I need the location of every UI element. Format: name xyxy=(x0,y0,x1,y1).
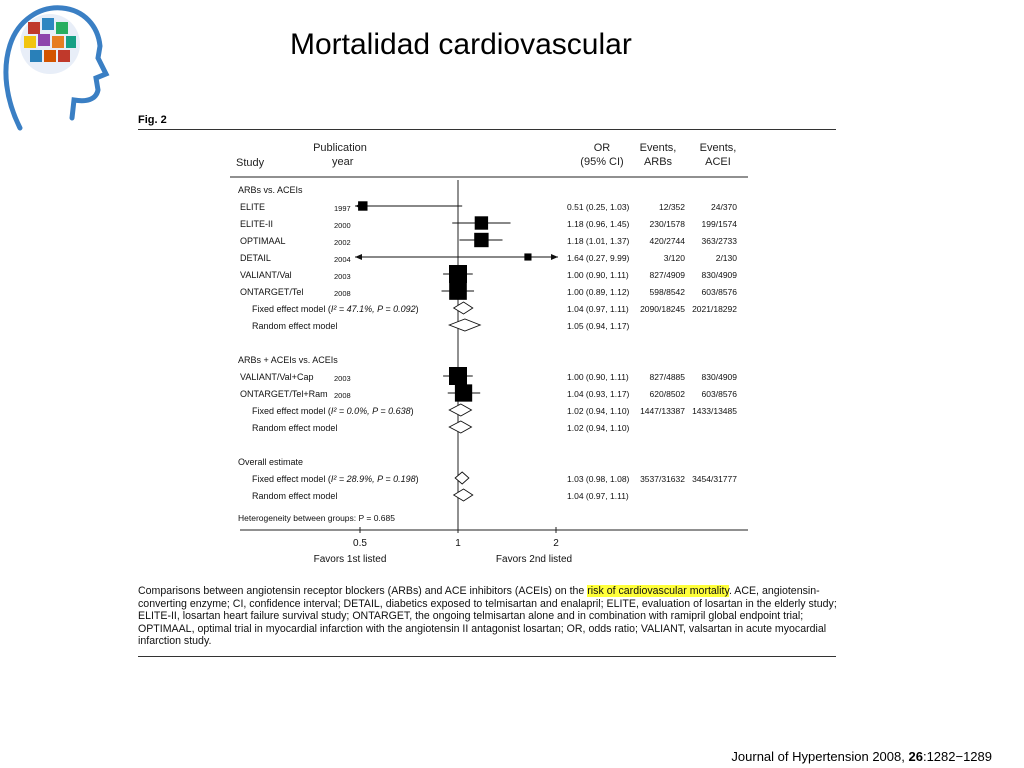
study-square xyxy=(524,253,531,260)
events-arbs: 420/2744 xyxy=(649,236,685,246)
pooled-label-main: Fixed effect model ( xyxy=(252,406,331,416)
col-header-events-acei-line1: Events, xyxy=(699,142,737,154)
events-acei: 2/130 xyxy=(715,253,737,263)
figure-caption xyxy=(138,585,838,648)
pooled-diamond xyxy=(449,404,471,416)
pooled-label-close: ) xyxy=(415,304,419,314)
events-arbs: 3537/31632 xyxy=(640,474,685,484)
pooled-label xyxy=(252,474,419,484)
study-label: ELITE xyxy=(240,202,266,212)
journal-year: 2008, xyxy=(868,749,909,764)
study-label: ELITE-II xyxy=(240,219,274,229)
events-acei: 603/8576 xyxy=(701,389,737,399)
col-header-study: Study xyxy=(236,157,265,169)
events-acei: 830/4909 xyxy=(701,372,737,382)
pooled-label xyxy=(252,406,414,416)
group-header: Overall estimate xyxy=(238,457,304,467)
pooled-label-main: Random effect model xyxy=(252,321,338,331)
events-arbs: 1447/13387 xyxy=(640,406,685,416)
caption-text-start: Comparisons between angiotensin receptor blockers (ARBs) and ACE inhibitors (ACEIs) on the xyxy=(138,585,588,597)
events-acei: 830/4909 xyxy=(701,270,737,280)
pooled-diamond xyxy=(449,421,471,433)
events-arbs: 230/1578 xyxy=(649,219,685,229)
events-acei: 1433/13485 xyxy=(692,406,737,416)
study-square xyxy=(449,265,467,283)
or-ci-value: 1.00 (0.89, 1.12) xyxy=(567,287,630,297)
events-acei: 363/2733 xyxy=(701,236,737,246)
or-ci-value: 1.00 (0.90, 1.11) xyxy=(567,270,629,280)
events-acei: 3454/31777 xyxy=(692,474,737,484)
pooled-label xyxy=(252,304,419,314)
study-label: VALIANT/Val+Cap xyxy=(240,372,314,382)
or-ci-value: 1.18 (0.96, 1.45) xyxy=(567,219,630,229)
x-label-right: Favors 2nd listed xyxy=(495,554,573,565)
pooled-label-stat: I² = 47.1%, P = 0.092 xyxy=(330,304,416,314)
or-ci-value: 1.64 (0.27, 9.99) xyxy=(567,253,630,263)
study-year: 2003 xyxy=(334,272,351,281)
pooled-label-main: Random effect model xyxy=(252,423,338,433)
study-year: 1997 xyxy=(334,204,351,213)
forest-plot xyxy=(230,130,790,575)
pooled-label-main: Fixed effect model ( xyxy=(252,474,331,484)
events-arbs: 598/8542 xyxy=(649,287,685,297)
study-square xyxy=(474,233,488,247)
journal-volume: 26 xyxy=(908,749,923,764)
journal-pages: :1282−1289 xyxy=(922,749,992,764)
or-ci-value: 1.04 (0.97, 1.11) xyxy=(567,304,629,314)
pooled-label xyxy=(252,423,337,433)
caption-highlight: risk of cardiovascular mortality xyxy=(587,585,729,597)
pooled-label xyxy=(252,321,337,331)
pooled-label-stat: I² = 28.9%, P = 0.198 xyxy=(330,474,416,484)
col-header-or-line2: (95% CI) xyxy=(580,156,624,168)
col-header-events-arbs-line1: Events, xyxy=(639,142,677,154)
or-ci-value: 1.04 (0.93, 1.17) xyxy=(567,389,630,399)
pooled-diamond xyxy=(454,302,473,314)
events-arbs: 12/352 xyxy=(659,202,685,212)
pooled-diamond xyxy=(449,319,480,331)
col-header-or-line1: OR xyxy=(593,142,611,154)
study-year: 2000 xyxy=(334,221,351,230)
or-ci-value: 0.51 (0.25, 1.03) xyxy=(567,202,630,212)
events-arbs: 620/8502 xyxy=(649,389,685,399)
study-square xyxy=(449,367,467,385)
pooled-label-close: ) xyxy=(415,474,419,484)
events-arbs: 3/120 xyxy=(663,253,685,263)
study-year: 2008 xyxy=(334,391,351,400)
group-header: ARBs vs. ACEIs xyxy=(238,185,303,195)
study-label: DETAIL xyxy=(240,253,271,263)
study-year: 2004 xyxy=(334,255,351,264)
study-square xyxy=(449,282,467,300)
pooled-diamond xyxy=(454,489,473,501)
pooled-label-main: Random effect model xyxy=(252,491,338,501)
study-label: ONTARGET/Tel xyxy=(240,287,304,297)
events-acei: 24/370 xyxy=(711,202,737,212)
pooled-label-stat: I² = 0.0%, P = 0.638 xyxy=(330,406,411,416)
col-header-pubyear-line1: Publication xyxy=(313,142,367,154)
or-ci-value: 1.03 (0.98, 1.08) xyxy=(567,474,630,484)
caption-text-end: . ACE, angiotensin-converting enzyme; CI, confidence interval; DETAIL, diabetics exposed to telmisartan and enalapril; ELITE, evaluation of losartan in the elderly study; ELITE-II, losartan heart failure survival study; ONTARGET, the ongoing telmisartan alone and in combination with ramipril global endpoint trial; OPTIMAAL, optimal trial in myocardial infarction with the angiotensin II antagonist losartan; OR, odds ratio; VALIANT, valsartan in acute myocardial infarction study. xyxy=(138,585,837,648)
col-header-events-acei-line2: ACEI xyxy=(705,156,731,168)
or-ci-value: 1.02 (0.94, 1.10) xyxy=(567,423,630,433)
pooled-label-close: ) xyxy=(410,406,414,416)
heterogeneity-text: Heterogeneity between groups: P = 0.685 xyxy=(238,513,395,523)
events-acei: 603/8576 xyxy=(701,287,737,297)
col-header-events-arbs-line2: ARBs xyxy=(643,156,673,168)
group-header: ARBs + ACEIs vs. ACEIs xyxy=(238,355,338,365)
pooled-label-main: Fixed effect model ( xyxy=(252,304,331,314)
study-square xyxy=(358,201,367,210)
journal-citation xyxy=(731,749,992,764)
or-ci-value: 1.05 (0.94, 1.17) xyxy=(567,321,630,331)
or-ci-value: 1.02 (0.94, 1.10) xyxy=(567,406,630,416)
study-label: ONTARGET/Tel+Ram xyxy=(240,389,328,399)
or-ci-value: 1.00 (0.90, 1.11) xyxy=(567,372,629,382)
x-tick-label: 0.5 xyxy=(353,538,367,549)
pooled-diamond xyxy=(455,472,469,484)
study-square xyxy=(455,384,472,401)
study-square xyxy=(475,216,488,229)
study-year: 2003 xyxy=(334,374,351,383)
events-arbs: 827/4885 xyxy=(649,372,685,382)
slide-title: Mortalidad cardiovascular xyxy=(290,28,632,61)
brain-head-logo xyxy=(0,0,110,135)
x-tick-label: 2 xyxy=(553,538,559,549)
study-year: 2002 xyxy=(334,238,351,247)
events-acei: 199/1574 xyxy=(701,219,737,229)
col-header-pubyear-line2: year xyxy=(332,156,354,168)
bottom-rule xyxy=(138,656,836,657)
study-label: VALIANT/Val xyxy=(240,270,292,280)
x-tick-label: 1 xyxy=(455,538,461,549)
pooled-label xyxy=(252,491,337,501)
ci-arrow-left xyxy=(355,254,362,260)
journal-name: Journal of Hypertension xyxy=(731,749,869,764)
ci-arrow-right xyxy=(551,254,558,260)
or-ci-value: 1.18 (1.01, 1.37) xyxy=(567,236,630,246)
events-arbs: 2090/18245 xyxy=(640,304,685,314)
figure-label: Fig. 2 xyxy=(138,114,167,126)
study-label: OPTIMAAL xyxy=(240,236,286,246)
or-ci-value: 1.04 (0.97, 1.11) xyxy=(567,491,629,501)
study-year: 2008 xyxy=(334,289,351,298)
events-arbs: 827/4909 xyxy=(649,270,685,280)
events-acei: 2021/18292 xyxy=(692,304,737,314)
x-label-left: Favors 1st listed xyxy=(313,554,387,565)
